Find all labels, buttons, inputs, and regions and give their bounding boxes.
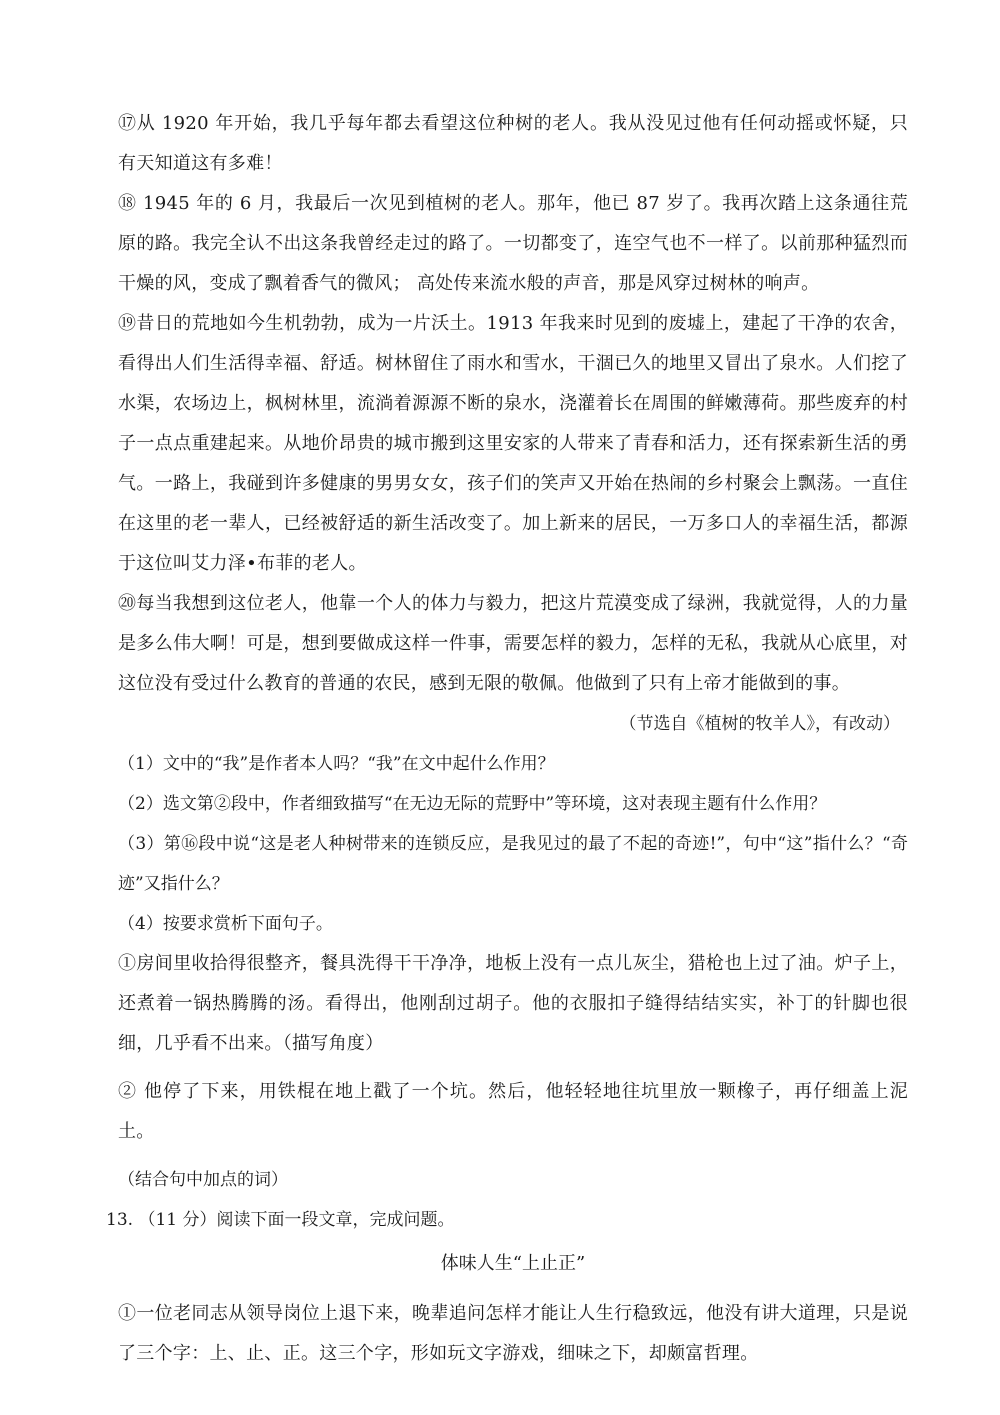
question-1: （1）文中的“我”是作者本人吗？“我”在文中起什么作用？	[118, 754, 555, 774]
question-4-sentence-1: ①房间里收拾得很整齐，餐具洗得干干净净，地板上没有一点儿灰尘，猎枪也上过了油。炉子上，还煮着一锅热腾腾的汤。看得出，他刚刮过胡子。他的衣服扣子缝得结结实实，补丁的针脚也很细，几乎看不出来。（描写角度）	[118, 953, 908, 1054]
article-title: 体味人生“上止正”	[440, 1253, 586, 1274]
question-4-sentence-2-note: （结合句中加点的词）	[118, 1170, 288, 1190]
question-4-sentence-2: ② 他停了下来，用铁棍在地上戳了一个坑。然后，他轻轻地往坑里放一颗橡子，再仔细盖上泥土。	[118, 1081, 908, 1142]
paragraph-20: ⑳每当我想到这位老人，他靠一个人的体力与毅力，把这片荒漠变成了绿洲，我就觉得，人的力量是多么伟大啊！可是，想到要做成这样一件事，需要怎样的毅力，怎样的无私，我就从心底里，对这位没有受过什么教育的普通的农民，感到无限的敬佩。他做到了只有上帝才能做到的事。	[118, 593, 908, 694]
question-3: （3）第⑯段中说“这是老人种树带来的连锁反应，是我见过的最了不起的奇迹!”，句中“这”指什么？“奇迹”又指什么？	[118, 834, 908, 894]
question-4: （4）按要求赏析下面句子。	[118, 914, 333, 934]
paragraph-18: ⑱ 1945 年的 6 月，我最后一次见到植树的老人。那年，他已 87 岁了。我再次踏上这条通往荒原的路。我完全认不出这条我曾经走过的路了。一切都变了，连空气也不一样了。以前那种猛烈而干燥的风，变成了飘着香气的微风； 高处传来流水般的声音，那是风穿过树林的响声。	[118, 193, 908, 294]
question-2: （2）选文第②段中，作者细致描写“在无边无际的荒野中”等环境，这对表现主题有什么作用？	[118, 794, 827, 814]
source-citation: （节选自《植树的牧羊人》，有改动）	[619, 714, 900, 734]
spacer	[118, 1152, 908, 1160]
document-page	[106, 104, 908, 1374]
paragraph-17: ⑰从 1920 年开始，我几乎每年都去看望这位种树的老人。我从没见过他有任何动摇或怀疑，只有天知道这有多难！	[118, 113, 908, 174]
article-paragraph-1: ①一位老同志从领导岗位上退下来，晚辈追问怎样才能让人生行稳致远，他没有讲大道理，只是说了三个字：上、止、正。这三个字，形如玩文字游戏，细味之下，却颇富哲理。	[118, 1303, 908, 1364]
spacer	[118, 1064, 908, 1072]
question-13-header: 13. （11 分）阅读下面一段文章，完成问题。	[106, 1210, 455, 1230]
paragraph-19: ⑲昔日的荒地如今生机勃勃，成为一片沃土。1913 年我来时见到的废墟上，建起了干净的农舍，看得出人们生活得幸福、舒适。树林留住了雨水和雪水，干涸已久的地里又冒出了泉水。人们挖了水渠，农场边上，枫树林里，流淌着源源不断的泉水，浇灌着长在周围的鲜嫩薄荷。那些废弃的村子一点点重建起来。从地价昂贵的城市搬到这里安家的人带来了青春和活力，还有探索新生活的勇气。一路上，我碰到许多健康的男男女女，孩子们的笑声又开始在热闹的乡村聚会上飘荡。一直住在这里的老一辈人，已经被舒适的新生活改变了。加上新来的居民，一万多口人的幸福生活，都源于这位叫艾力泽•布菲的老人。	[118, 313, 908, 574]
